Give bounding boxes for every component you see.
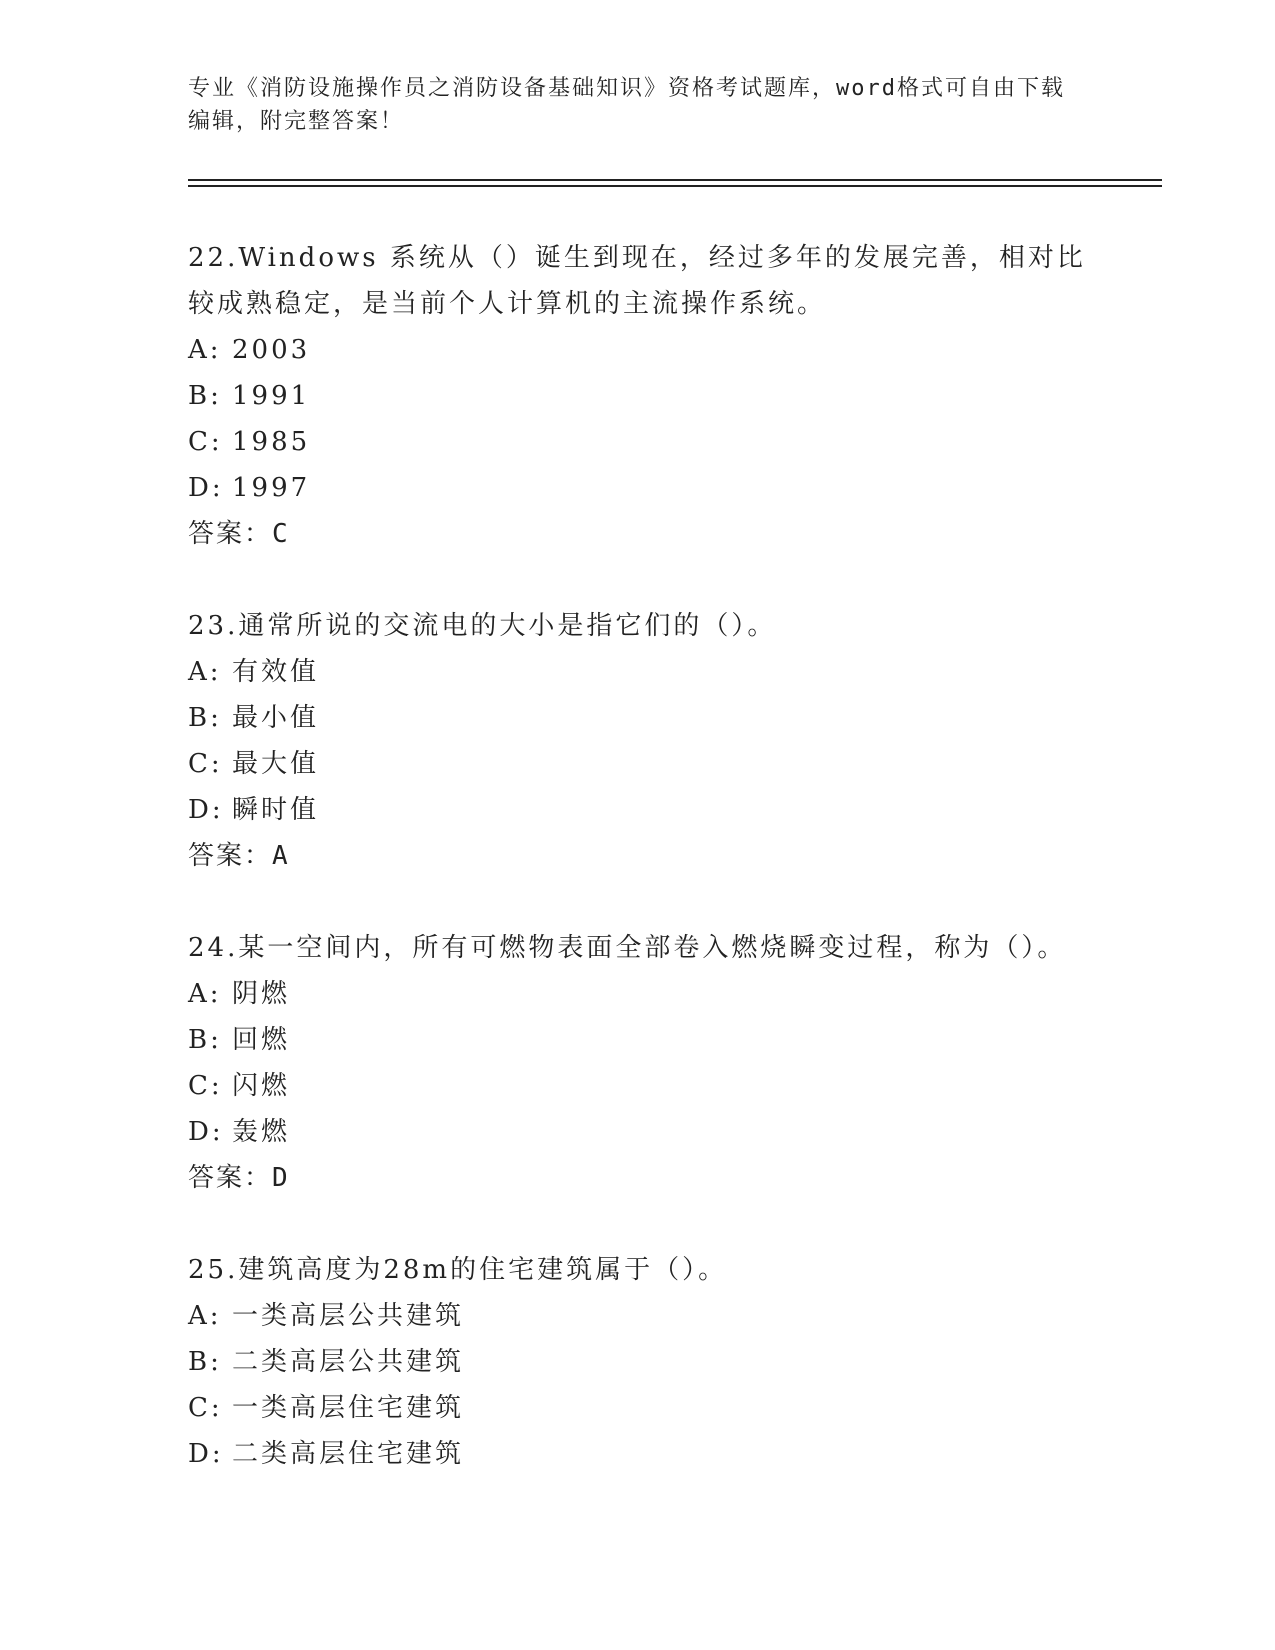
option-text: 瞬时值 (232, 795, 320, 825)
option-letter: D: (188, 1439, 224, 1469)
question-stem: 24.某一空间内，所有可燃物表面全部卷入燃烧瞬变过程，称为（）。 (188, 933, 1067, 963)
option-text: 一类高层住宅建筑 (232, 1393, 465, 1423)
option-a (188, 649, 1088, 695)
option-b (188, 695, 1088, 741)
option-text: 1991 (232, 381, 311, 411)
option-a (188, 1293, 1088, 1339)
option-letter: A: (188, 1301, 222, 1331)
option-text: 阴燃 (232, 979, 291, 1009)
option-letter: D: (188, 795, 224, 825)
option-letter: A: (188, 979, 222, 1009)
question-stem: 25.建筑高度为28m的住宅建筑属于（）。 (188, 1255, 728, 1285)
option-letter: D: (188, 473, 224, 503)
option-text: 最大值 (232, 749, 320, 779)
answer-line: 答案：D (188, 1163, 290, 1193)
option-letter: C: (188, 749, 223, 779)
question-24 (188, 925, 1088, 1201)
option-text: 1997 (232, 473, 311, 503)
answer-line: 答案：C (188, 519, 290, 549)
option-letter: C: (188, 1393, 223, 1423)
option-text: 二类高层公共建筑 (232, 1347, 465, 1377)
option-letter: D: (188, 1117, 224, 1147)
question-stem: 23.通常所说的交流电的大小是指它们的（）。 (188, 611, 777, 641)
header-divider-bottom (188, 185, 1162, 187)
question-22 (188, 235, 1088, 557)
option-d (188, 1109, 1088, 1155)
option-letter: B: (188, 381, 222, 411)
option-letter: B: (188, 1025, 222, 1055)
document-intro: 专业《消防设施操作员之消防设备基础知识》资格考试题库，word格式可自由下载编辑，附完整答案！ (188, 76, 1065, 134)
option-a (188, 971, 1088, 1017)
question-stem: 22.Windows 系统从（）诞生到现在，经过多年的发展完善，相对比较成熟稳定，是当前个人计算机的主流操作系统。 (188, 243, 1086, 319)
option-a (188, 327, 1088, 373)
question-23 (188, 603, 1088, 879)
option-d (188, 465, 1088, 511)
option-c (188, 741, 1088, 787)
option-d (188, 1431, 1088, 1477)
option-letter: A: (188, 335, 222, 365)
answer-line: 答案：A (188, 841, 290, 871)
option-c (188, 1063, 1088, 1109)
header-divider-top (188, 179, 1162, 181)
question-25 (188, 1247, 1088, 1477)
option-b (188, 373, 1088, 419)
option-b (188, 1339, 1088, 1385)
option-text: 2003 (232, 335, 311, 365)
option-text: 最小值 (232, 703, 320, 733)
option-text: 一类高层公共建筑 (232, 1301, 465, 1331)
option-c (188, 1385, 1088, 1431)
option-b (188, 1017, 1088, 1063)
option-c (188, 419, 1088, 465)
option-letter: C: (188, 427, 223, 457)
option-text: 二类高层住宅建筑 (232, 1439, 465, 1469)
option-text: 回燃 (232, 1025, 291, 1055)
option-text: 轰燃 (232, 1117, 291, 1147)
option-text: 有效值 (232, 657, 320, 687)
option-text: 闪燃 (232, 1071, 291, 1101)
option-text: 1985 (232, 427, 311, 457)
option-letter: B: (188, 703, 222, 733)
option-letter: B: (188, 1347, 222, 1377)
option-letter: A: (188, 657, 222, 687)
option-d (188, 787, 1088, 833)
option-letter: C: (188, 1071, 223, 1101)
